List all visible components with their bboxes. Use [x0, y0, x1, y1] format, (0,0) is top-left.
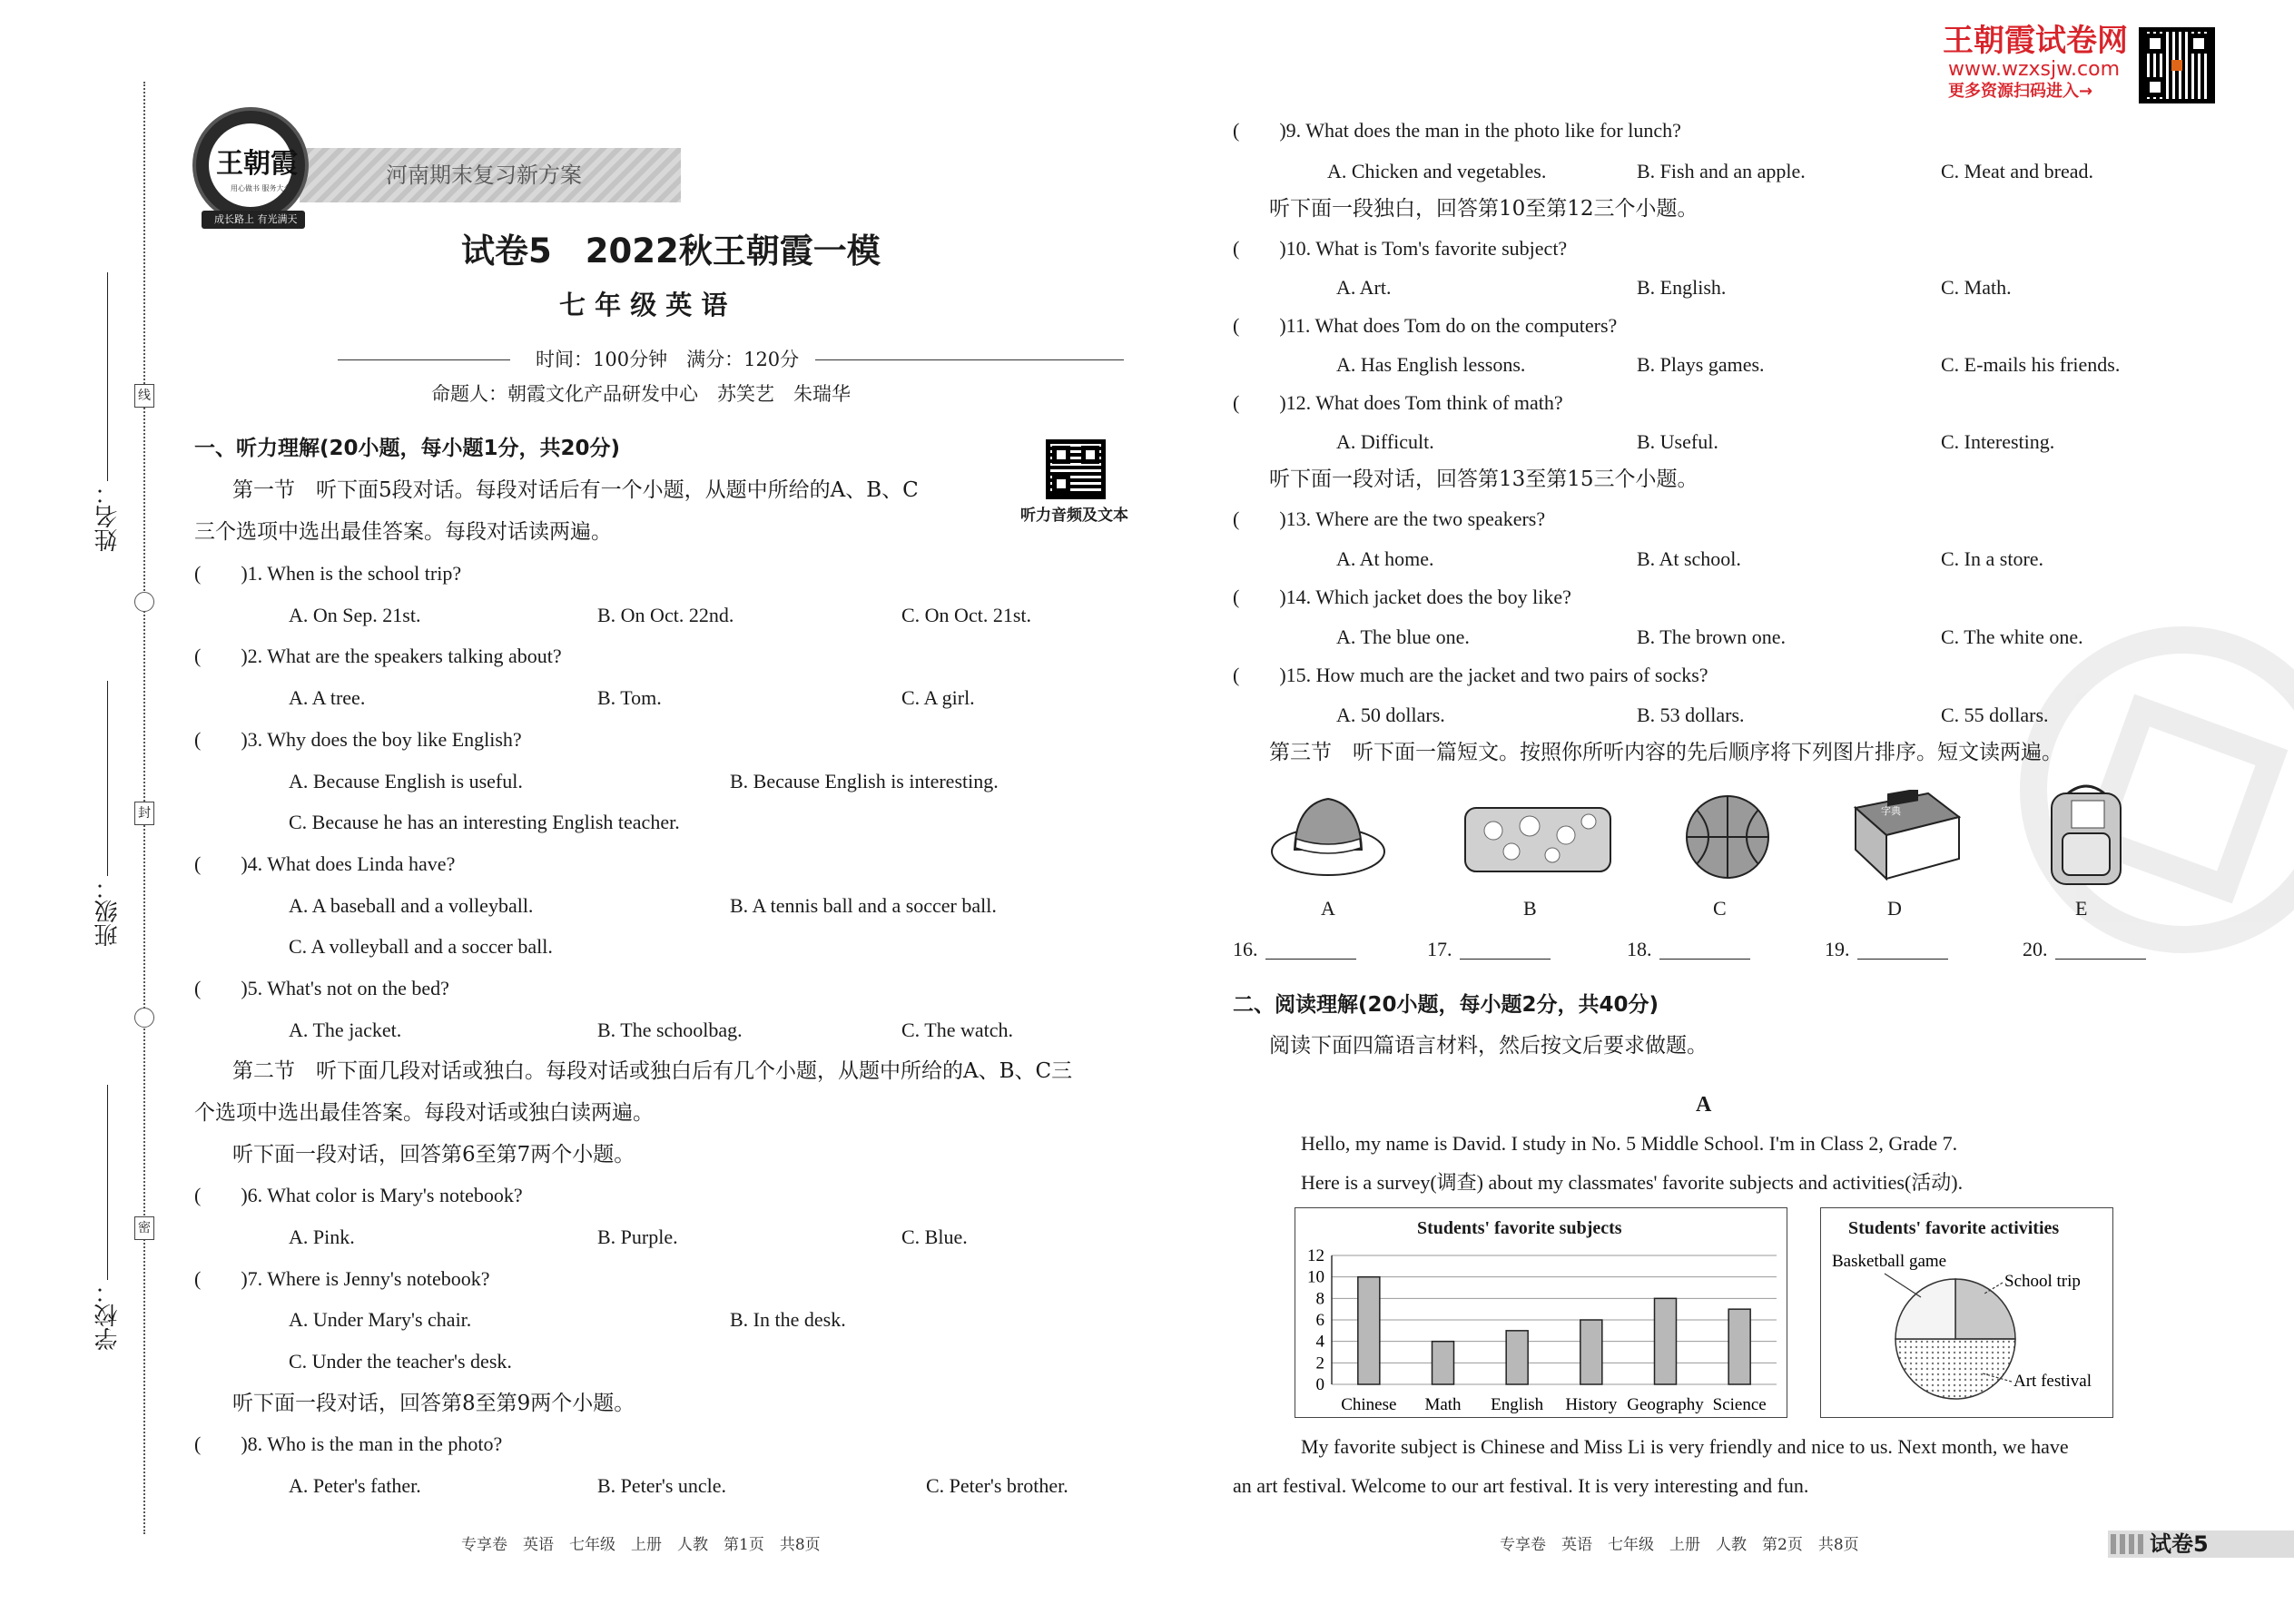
q12-option-c[interactable]: C. Interesting. — [1941, 430, 2055, 453]
q12-option-b[interactable]: B. Useful. — [1637, 430, 1718, 453]
picture-label-e: E — [2075, 897, 2088, 920]
part2-instr-b: 个选项中选出最佳答案。每段对话或独白读两遍。 — [194, 1101, 654, 1125]
right-footer: 专享卷 英语 七年级 上册 人教 第2页 共8页 — [1500, 1536, 1859, 1554]
site-name[interactable]: 王朝霞试卷网 — [1943, 23, 2128, 59]
left-footer: 专享卷 英语 七年级 上册 人教 第1页 共8页 — [461, 1536, 821, 1554]
qr-code-listening[interactable] — [1046, 439, 1106, 499]
page-badge: 试卷5 — [2150, 1531, 2209, 1557]
bar-chart-box — [1295, 1207, 1787, 1418]
section2-instr: 阅读下面四篇语言材料，然后按文后要求做题。 — [1269, 1034, 1708, 1058]
q7-option-b[interactable]: B. In the desk. — [730, 1308, 846, 1331]
exam-subtitle: 七 年 级 英 语 — [559, 290, 728, 320]
bar-ytick-label: 6 — [1315, 1311, 1324, 1330]
qr-caption: 听力音频及文本 — [1020, 507, 1128, 525]
q6-option-b[interactable]: B. Purple. — [597, 1225, 678, 1248]
bar-geography — [1655, 1298, 1677, 1384]
q4-option-c[interactable]: C. A volleyball and a soccer ball. — [289, 935, 553, 958]
time-rule-right — [815, 359, 1124, 360]
bar-history — [1580, 1320, 1602, 1384]
section2-title: 二、阅读理解(20小题，每小题2分，共40分) — [1233, 993, 1659, 1017]
q5-option-a[interactable]: A. The jacket. — [289, 1019, 402, 1041]
picture-backpack — [2032, 779, 2141, 891]
q1-option-c[interactable]: C. On Oct. 21st. — [901, 604, 1031, 626]
bar-category-label: History — [1565, 1395, 1618, 1414]
q5-option-c[interactable]: C. The watch. — [901, 1019, 1014, 1041]
answer-blank-17[interactable]: 17. — [1427, 940, 1551, 960]
bar-category-label: Math — [1424, 1395, 1462, 1414]
part2-instr-a: 第二节 听下面几段对话或独白。每段对话或独白后有几个小题，从题中所给的A、B、C三 — [232, 1059, 1073, 1083]
part1-instr-a: 第一节 听下面5段对话。每段对话后有一个小题，从题中所给的A、B、C — [232, 478, 919, 502]
picture-dictionary — [1837, 790, 1964, 884]
site-url[interactable]: www.wzxsjw.com — [1948, 58, 2121, 81]
q9-option-c[interactable]: C. Meat and bread. — [1941, 160, 2093, 182]
banner-text: 河南期末复习新方案 — [386, 162, 582, 188]
time-rule-left — [338, 359, 510, 360]
picture-basketball — [1684, 793, 1771, 881]
q14-option-b[interactable]: B. The brown one. — [1637, 625, 1786, 648]
bar-chart — [1295, 1241, 1786, 1417]
passage-line-1: Hello, my name is David. I study in No. 5 Middle School. I'm in Class 2, Grade 7. — [1301, 1132, 1958, 1155]
bar-ytick-label: 0 — [1315, 1375, 1324, 1394]
bar-chinese — [1358, 1277, 1380, 1384]
note-q6-7: 听下面一段对话，回答第6至第7两个小题。 — [232, 1143, 635, 1166]
school-label: 学校： — [94, 1280, 122, 1351]
note-q13-15: 听下面一段对话，回答第13至第15三个小题。 — [1269, 468, 1698, 491]
bar-ytick-label: 12 — [1307, 1246, 1324, 1265]
logo-badge — [192, 107, 309, 223]
q7-option-a[interactable]: A. Under Mary's chair. — [289, 1308, 472, 1331]
q15-option-c[interactable]: C. 55 dollars. — [1941, 704, 2049, 726]
note-q10-12: 听下面一段独白，回答第10至第12三个小题。 — [1269, 197, 1698, 221]
note-q8-9: 听下面一段对话，回答第8至第9两个小题。 — [232, 1392, 635, 1415]
exam-authors: 命题人：朝霞文化产品研发中心 苏笑艺 朱瑞华 — [431, 383, 851, 405]
dictionary-label: 字典 — [1881, 805, 1901, 817]
passage-letter: A — [1696, 1093, 1712, 1117]
name-line[interactable] — [107, 272, 108, 481]
answer-blank-19[interactable]: 19. — [1825, 940, 1948, 960]
q10-option-b[interactable]: B. English. — [1637, 276, 1727, 299]
part3-instr: 第三节 听下面一篇短文。按照你所听内容的先后顺序将下列图片排序。短文读两遍。 — [1269, 741, 2063, 764]
question-5: ( )5. What's not on the bed? — [194, 977, 449, 999]
picture-label-b: B — [1523, 897, 1537, 920]
q5-option-b[interactable]: B. The schoolbag. — [597, 1019, 743, 1041]
q7-option-c[interactable]: C. Under the teacher's desk. — [289, 1350, 512, 1373]
picture-pencil-box — [1462, 799, 1616, 881]
bar-category-label: Chinese — [1341, 1395, 1397, 1414]
pie-slice-art-festival — [1895, 1339, 2015, 1399]
question-15: ( )15. How much are the jacket and two pairs of socks? — [1233, 664, 1708, 686]
name-label: 姓名： — [94, 481, 122, 552]
bar-science — [1728, 1309, 1750, 1384]
question-14: ( )14. Which jacket does the boy like? — [1233, 586, 1571, 608]
question-12: ( )12. What does Tom think of math? — [1233, 391, 1563, 414]
pie-leader-line — [1885, 1274, 1921, 1297]
question-6: ( )6. What color is Mary's notebook? — [194, 1184, 523, 1206]
q13-option-b[interactable]: B. At school. — [1637, 547, 1741, 570]
question-1: ( )1. When is the school trip? — [194, 562, 462, 585]
q14-option-c[interactable]: C. The white one. — [1941, 625, 2083, 648]
picture-label-a: A — [1321, 897, 1335, 920]
pie-label: Art festival — [2013, 1372, 2092, 1391]
q9-option-a[interactable]: A. Chicken and vegetables. — [1327, 160, 1547, 182]
logo-subtext: 用心做书 服务大众 — [231, 184, 291, 192]
q1-option-a[interactable]: A. On Sep. 21st. — [289, 604, 421, 626]
q3-option-a[interactable]: A. Because English is useful. — [289, 770, 523, 792]
binding-hole-1 — [134, 592, 154, 612]
bar-ytick-label: 4 — [1315, 1332, 1324, 1352]
q13-option-c[interactable]: C. In a store. — [1941, 547, 2044, 570]
q11-option-b[interactable]: B. Plays games. — [1637, 353, 1765, 376]
q2-option-c[interactable]: C. A girl. — [901, 686, 975, 709]
class-line[interactable] — [107, 681, 108, 876]
bar-chart-title: Students' favorite subjects — [1417, 1218, 1622, 1238]
q4-option-a[interactable]: A. A baseball and a volleyball. — [289, 894, 534, 917]
q8-option-b[interactable]: B. Peter's uncle. — [597, 1474, 727, 1497]
question-3: ( )3. Why does the boy like English? — [194, 728, 522, 751]
question-9: ( )9. What does the man in the photo like for lunch? — [1233, 119, 1681, 142]
bar-english — [1506, 1331, 1528, 1384]
q11-option-a[interactable]: A. Has English lessons. — [1336, 353, 1526, 376]
answer-blank-16[interactable]: 16. — [1233, 940, 1356, 960]
question-8: ( )8. Who is the man in the photo? — [194, 1432, 503, 1455]
seal-seal-mark: 封 — [134, 802, 154, 825]
answer-blank-20[interactable]: 20. — [2023, 940, 2146, 960]
class-label: 班级： — [94, 876, 122, 947]
pie-label: Basketball game — [1832, 1252, 1947, 1271]
logo-ribbon-text: 成长路上 有光满天 — [214, 213, 298, 225]
picture-label-d: D — [1887, 897, 1902, 920]
part1-instr-b: 三个选项中选出最佳答案。每段对话读两遍。 — [194, 520, 612, 544]
bar-ytick-label: 8 — [1315, 1289, 1324, 1309]
school-line[interactable] — [107, 1085, 108, 1280]
page-badge-dots — [2111, 1534, 2147, 1554]
q10-option-a[interactable]: A. Art. — [1336, 276, 1392, 299]
q15-option-a[interactable]: A. 50 dollars. — [1336, 704, 1445, 726]
pie-label: School trip — [2004, 1272, 2081, 1291]
question-11: ( )11. What does Tom do on the computers? — [1233, 314, 1618, 337]
exam-title: 试卷5 2022秋王朝霞一模 — [461, 231, 881, 271]
q14-option-a[interactable]: A. The blue one. — [1336, 625, 1470, 648]
q8-option-c[interactable]: C. Peter's brother. — [926, 1474, 1068, 1497]
qr-code-site[interactable] — [2139, 27, 2215, 103]
passage-line-4: an art festival. Welcome to our art festival. It is very interesting and fun. — [1233, 1474, 1809, 1497]
site-more: 更多资源扫码进入→ — [1948, 82, 2093, 101]
q4-option-b[interactable]: B. A tennis ball and a soccer ball. — [730, 894, 997, 917]
pie-chart — [1821, 1241, 2112, 1417]
q12-option-a[interactable]: A. Difficult. — [1336, 430, 1434, 453]
logo-text: 王朝霞 — [216, 148, 298, 180]
q11-option-c[interactable]: C. E-mails his friends. — [1941, 353, 2121, 376]
q6-option-a[interactable]: A. Pink. — [289, 1225, 355, 1248]
question-4: ( )4. What does Linda have? — [194, 852, 456, 875]
bar-ytick-label: 2 — [1315, 1353, 1324, 1373]
pie-chart-title: Students' favorite activities — [1848, 1218, 2060, 1238]
section1-title: 一、听力理解(20小题，每小题1分，共20分) — [194, 437, 621, 460]
bar-category-label: English — [1491, 1395, 1544, 1414]
q6-option-c[interactable]: C. Blue. — [901, 1225, 968, 1248]
pie-slice-basketball-game — [1895, 1279, 1955, 1339]
answer-blank-18[interactable]: 18. — [1627, 940, 1750, 960]
exam-time: 时间：100分钟 满分：120分 — [536, 349, 800, 370]
passage-line-3: My favorite subject is Chinese and Miss Li is very friendly and nice to us. Next month, we have — [1301, 1435, 2069, 1458]
bar-category-label: Science — [1712, 1395, 1767, 1414]
passage-line-2: Here is a survey(调查) about my classmates' favorite subjects and activities(活动). — [1301, 1171, 1964, 1194]
picture-label-c: C — [1713, 897, 1727, 920]
q13-option-a[interactable]: A. At home. — [1336, 547, 1434, 570]
q2-option-a[interactable]: A. A tree. — [289, 686, 366, 709]
bar-math — [1433, 1342, 1454, 1384]
q3-option-b[interactable]: B. Because English is interesting. — [730, 770, 999, 792]
seal-line-mark: 线 — [134, 384, 154, 408]
bar-ytick-label: 10 — [1307, 1267, 1324, 1287]
q1-option-b[interactable]: B. On Oct. 22nd. — [597, 604, 734, 626]
question-10: ( )10. What is Tom's favorite subject? — [1233, 237, 1568, 260]
q2-option-b[interactable]: B. Tom. — [597, 686, 662, 709]
binding-hole-2 — [134, 1008, 154, 1028]
q8-option-a[interactable]: A. Peter's father. — [289, 1474, 421, 1497]
question-7: ( )7. Where is Jenny's notebook? — [194, 1267, 490, 1290]
q10-option-c[interactable]: C. Math. — [1941, 276, 2012, 299]
q9-option-b[interactable]: B. Fish and an apple. — [1637, 160, 1806, 182]
pie-chart-box — [1820, 1207, 2113, 1418]
picture-hat — [1269, 786, 1387, 886]
seal-secret-mark: 密 — [134, 1216, 154, 1240]
q3-option-c[interactable]: C. Because he has an interesting English teacher. — [289, 811, 680, 833]
q15-option-b[interactable]: B. 53 dollars. — [1637, 704, 1745, 726]
question-2: ( )2. What are the speakers talking about? — [194, 645, 562, 667]
question-13: ( )13. Where are the two speakers? — [1233, 507, 1546, 530]
bar-category-label: Geography — [1627, 1395, 1704, 1414]
